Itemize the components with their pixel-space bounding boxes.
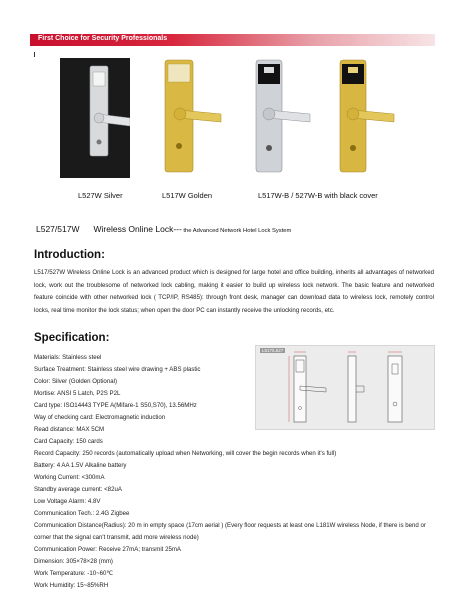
spec-item: Battery: 4 AA 1.5V Alkaline battery (34, 462, 127, 469)
caption-black-cover: L517W-B / 527W-B with black cover (258, 191, 378, 200)
spec-item: Work Temperature: -10~60℃ (34, 570, 114, 577)
spec-item: Communication Power: Receive 27mA; transmit 25mA (34, 546, 181, 553)
spec-item: Color: Silver (Golden Optional) (34, 378, 117, 385)
header-banner (30, 34, 435, 46)
product-photos (60, 58, 450, 183)
spec-item: Mortise: ANSI 5 Latch, P2S P2L (34, 390, 121, 397)
divider-mark (34, 52, 35, 57)
banner-slogan: First Choice for Security Professionals (38, 35, 168, 42)
specification-heading: Specification: (34, 332, 110, 344)
model-title (36, 219, 291, 237)
spec-item: Standby average current: <82uA (34, 486, 122, 493)
spec-item: Way of checking card: Electromagnetic induction (34, 414, 166, 421)
caption-l527w-silver: L527W Silver (78, 191, 123, 200)
spec-item: Working Current: <300mA (34, 474, 105, 481)
spec-item: Card Capacity: 150 cards (34, 438, 103, 445)
spec-item: Communication Tech.: 2.4G Zigbee (34, 510, 130, 517)
spec-item: Read distance: MAX 5CM (34, 426, 105, 433)
spec-item: Communication Distance(Radius): 20 m in empty space (17cm aerial ) (Every floor requests at least one L181W wireless Node, if there is bend or corner that the signal can't transmit, add more wireless node) (34, 522, 426, 541)
model-name: Wireless Online Lock--- (93, 224, 182, 234)
drawing-label: L517/L527 (262, 348, 284, 353)
product-image-l517w-golden (155, 58, 225, 178)
spec-item: Low Voltage Alarm: 4.8V (34, 498, 101, 505)
spec-item: Record Capacity: 250 records (automatically upload when Networking, will cover the begin records when it's full) (34, 450, 337, 457)
spec-item: Card type: ISO14443 TYPE A(Mifare-1 S50,S70), 13.56MHz (34, 402, 197, 409)
product-image-l527w-silver (60, 58, 130, 178)
introduction-text: L517/527W Wireless Online Lock is an advanced product which is designed for large hotel and office building, inherits all advantages of networked lock, work out the troublesome of networked lock cabling, making it easier to build up wireless lock network. The basic feature and networked feature coincide with other networked lock ( TCP/IP, RS485): through front desk, manager can download data to wireless lock, remotely control locks, real time monitor the lock status; when open the door PC can instantly receive the unlocking records, etc. (34, 269, 434, 314)
model-code: L527/517W (36, 224, 80, 234)
spec-item: Materials: Stainless steel (34, 354, 102, 361)
specification-list (34, 352, 449, 592)
caption-l517w-golden: L517W Golden (162, 191, 213, 200)
product-image-l527w-b-golden (326, 58, 396, 178)
spec-item: Work Humidity: 15~85%RH (34, 582, 109, 589)
introduction-heading: Introduction: (34, 249, 105, 261)
product-image-l517w-b-silver (242, 58, 312, 178)
model-subtitle: the Advanced Network Hotel Lock System (181, 228, 292, 234)
spec-item: Surface Treatment: Stainless steel wire drawing + ABS plastic (34, 366, 201, 373)
spec-item: Dimension: 305×78×28 (mm) (34, 558, 113, 565)
